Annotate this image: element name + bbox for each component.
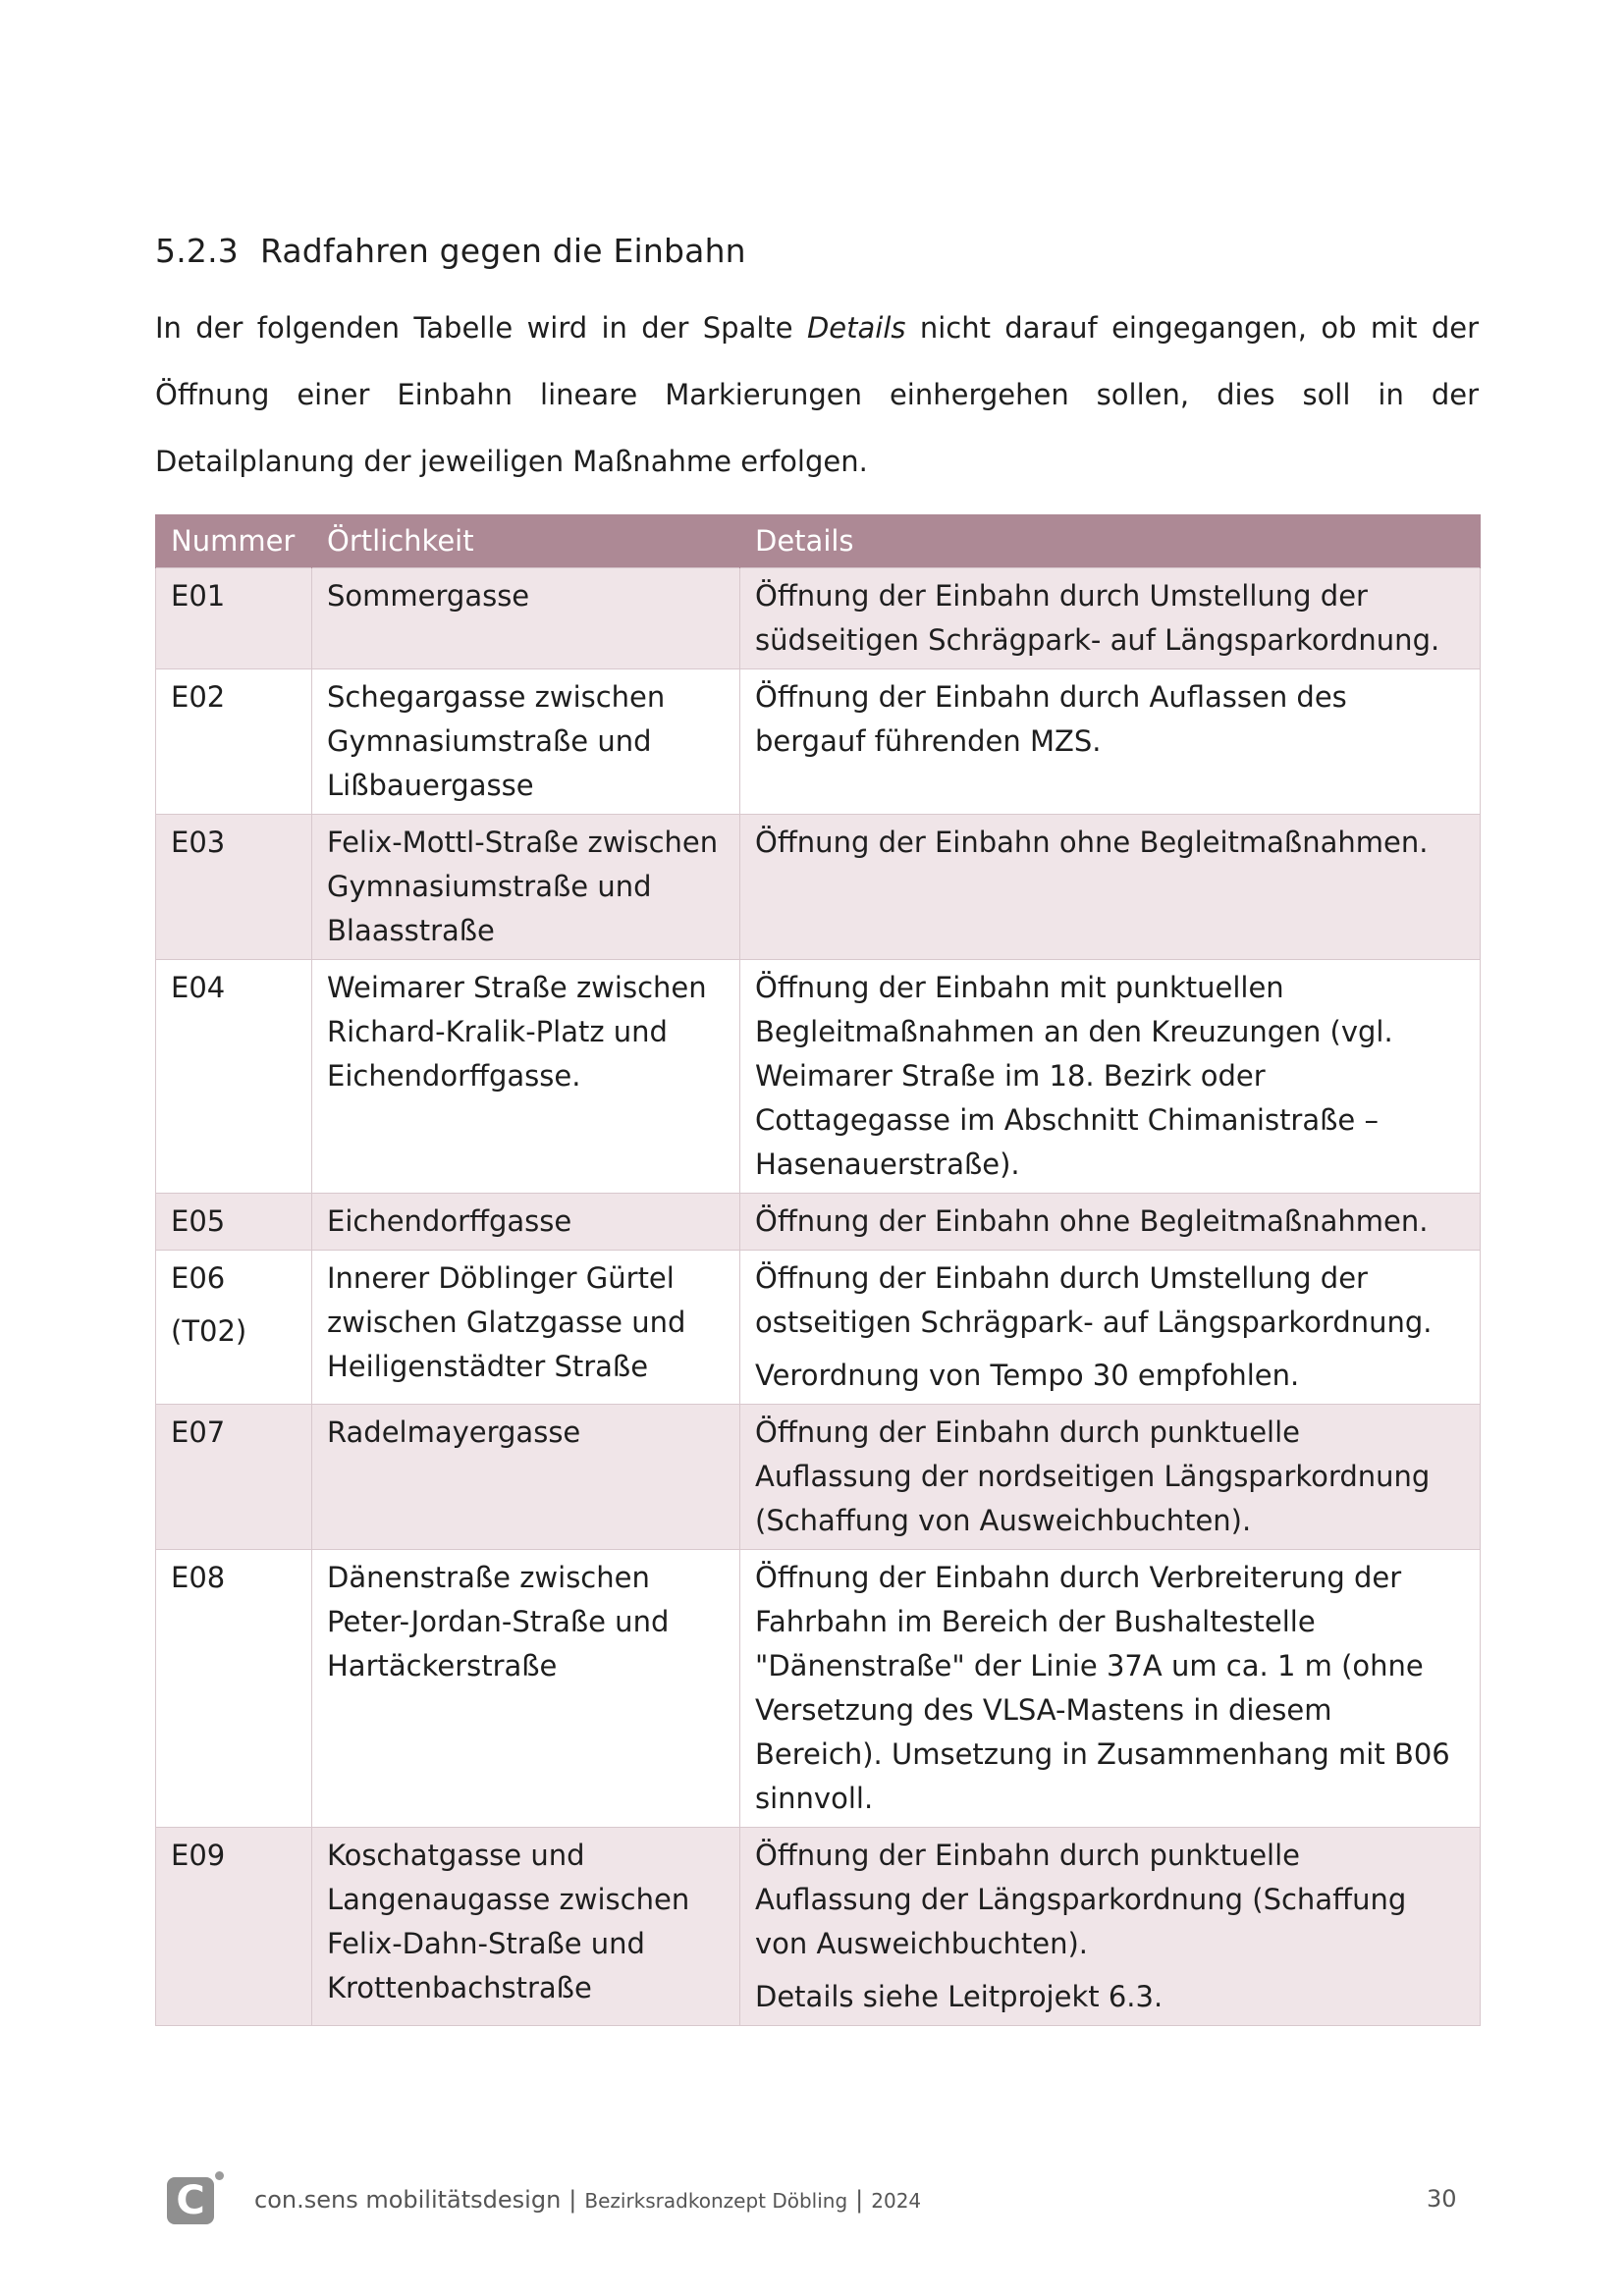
cell-nummer	[156, 1405, 312, 1550]
nummer-text: E09	[171, 1839, 226, 1872]
footer-separator-1: |	[568, 2186, 577, 2214]
cell-details	[740, 1405, 1481, 1550]
cell-details	[740, 1828, 1481, 2026]
header-oertlichkeit: Örtlichkeit	[312, 514, 740, 568]
details-paragraph: Öffnung der Einbahn durch Verbreiterung der Fahrbahn im Bereich der Bushaltestelle "Dänenstraße" der Linie 37A um ca. 1 m (ohne Versetzung des VLSA-Mastens in diesem Bereich). Umsetzung in Zusammenhang mit B06 sinnvoll.	[755, 1561, 1450, 1815]
nummer-text: E07	[171, 1415, 226, 1449]
details-paragraph: Öffnung der Einbahn durch punktuelle Auflassung der Längsparkordnung (Schaffung von Ausweichbuchten).	[755, 1839, 1407, 1960]
details-paragraph: Öffnung der Einbahn ohne Begleitmaßnahmen.	[755, 1204, 1429, 1238]
nummer-text: E05	[171, 1204, 226, 1238]
cell-oertlichkeit: Felix-Mottl-Straße zwischen Gymnasiumstraße und Blaasstraße	[312, 815, 740, 960]
intro-emphasis: Details	[806, 311, 906, 345]
cell-oertlichkeit: Dänenstraße zwischen Peter-Jordan-Straße und Hartäckerstraße	[312, 1550, 740, 1828]
table-row	[156, 568, 1481, 669]
nummer-text: (T02)	[171, 1314, 247, 1348]
cell-details	[740, 815, 1481, 960]
table-row	[156, 815, 1481, 960]
details-paragraph: Verordnung von Tempo 30 empfohlen.	[755, 1359, 1300, 1392]
intro-text-after: nicht darauf eingegangen, ob mit der Öffnung einer Einbahn lineare Markierungen einhergehen sollen, dies soll in der Detailplanung der jeweiligen Maßnahme erfolgen.	[155, 311, 1479, 478]
nummer-text: E04	[171, 971, 226, 1004]
cell-nummer	[156, 960, 312, 1194]
cell-oertlichkeit: Schegargasse zwischen Gymnasiumstraße und Lißbauergasse	[312, 669, 740, 815]
table-row	[156, 1828, 1481, 2026]
cell-oertlichkeit: Sommergasse	[312, 568, 740, 669]
section-heading	[155, 232, 746, 270]
details-paragraph: Öffnung der Einbahn ohne Begleitmaßnahmen.	[755, 826, 1429, 859]
cell-details	[740, 1194, 1481, 1251]
table-row	[156, 1405, 1481, 1550]
nummer-text: E06	[171, 1261, 226, 1295]
cell-nummer	[156, 568, 312, 669]
table-row	[156, 960, 1481, 1194]
footer-project: Bezirksradkonzept Döbling	[584, 2189, 848, 2213]
header-nummer: Nummer	[156, 514, 312, 568]
cell-nummer	[156, 1550, 312, 1828]
details-paragraph: Öffnung der Einbahn durch Auflassen des bergauf führenden MZS.	[755, 680, 1347, 758]
details-paragraph: Details siehe Leitprojekt 6.3.	[755, 1980, 1164, 2013]
cell-details	[740, 960, 1481, 1194]
intro-text-before: In der folgenden Tabelle wird in der Spalte	[155, 311, 807, 345]
logo-letter: C	[176, 2178, 205, 2223]
cell-details	[740, 568, 1481, 669]
table-row	[156, 1194, 1481, 1251]
cell-nummer	[156, 1251, 312, 1405]
details-paragraph: Öffnung der Einbahn mit punktuellen Begleitmaßnahmen an den Kreuzungen (vgl. Weimarer Straße im 18. Bezirk oder Cottagegasse im Abschnitt Chimanistraße – Hasenauerstraße).	[755, 971, 1393, 1181]
details-paragraph: Öffnung der Einbahn durch Umstellung der ostseitigen Schrägpark- auf Längsparkordnung.	[755, 1261, 1433, 1339]
cell-details	[740, 669, 1481, 815]
cell-oertlichkeit: Eichendorffgasse	[312, 1194, 740, 1251]
cell-nummer	[156, 1828, 312, 2026]
details-paragraph: Öffnung der Einbahn durch Umstellung der südseitigen Schrägpark- auf Längsparkordnung.	[755, 579, 1440, 657]
table-row	[156, 1550, 1481, 1828]
table-body	[156, 568, 1481, 2026]
cell-oertlichkeit: Innerer Döblinger Gürtel zwischen Glatzgasse und Heiligenstädter Straße	[312, 1251, 740, 1405]
table-header-row	[156, 514, 1481, 568]
logo-dot-icon	[215, 2171, 224, 2180]
intro-paragraph	[155, 294, 1479, 495]
nummer-text: E01	[171, 579, 226, 613]
cell-details	[740, 1251, 1481, 1405]
nummer-text: E02	[171, 680, 226, 714]
details-paragraph: Öffnung der Einbahn durch punktuelle Auflassung der nordseitigen Längsparkordnung (Schaffung von Ausweichbuchten).	[755, 1415, 1431, 1537]
header-details: Details	[740, 514, 1481, 568]
footer-separator-2: |	[855, 2186, 864, 2214]
section-number: 5.2.3	[155, 232, 239, 270]
cell-details	[740, 1550, 1481, 1828]
table-row	[156, 669, 1481, 815]
footer-text	[254, 2186, 921, 2214]
section-title: Radfahren gegen die Einbahn	[259, 232, 746, 270]
consens-logo	[167, 2177, 214, 2224]
nummer-text: E03	[171, 826, 226, 859]
footer-year: 2024	[871, 2189, 922, 2213]
cell-oertlichkeit: Weimarer Straße zwischen Richard-Kralik-Platz und Eichendorffgasse.	[312, 960, 740, 1194]
cell-nummer	[156, 815, 312, 960]
cell-oertlichkeit: Koschatgasse und Langenaugasse zwischen Felix-Dahn-Straße und Krottenbachstraße	[312, 1828, 740, 2026]
cell-nummer	[156, 669, 312, 815]
footer-brand: con.sens mobilitätsdesign	[254, 2186, 562, 2214]
page-number: 30	[1427, 2185, 1457, 2213]
measures-table	[155, 514, 1481, 2026]
cell-nummer	[156, 1194, 312, 1251]
cell-oertlichkeit: Radelmayergasse	[312, 1405, 740, 1550]
nummer-text: E08	[171, 1561, 226, 1594]
table-row	[156, 1251, 1481, 1405]
